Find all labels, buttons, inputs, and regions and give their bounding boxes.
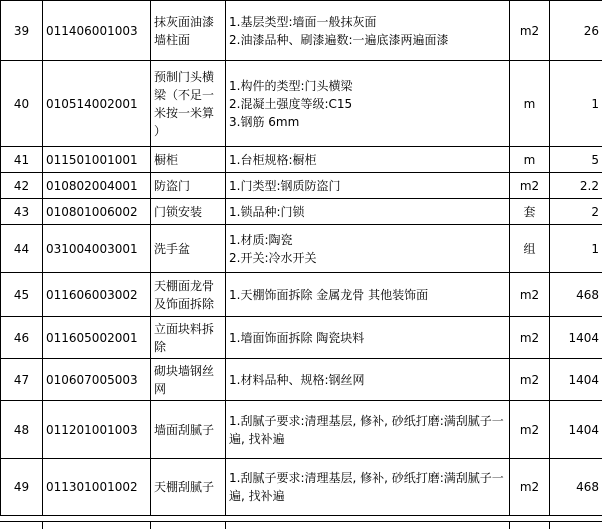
item-number: 39 (1, 1, 43, 61)
item-code: 011201001003 (43, 401, 151, 459)
item-code: 011605002001 (43, 317, 151, 359)
item-unit: m2 (510, 401, 550, 459)
item-number: 47 (1, 359, 43, 401)
item-quantity: 2.2 (550, 173, 602, 199)
item-name: 橱柜 (151, 147, 226, 173)
item-quantity: 1404 (550, 401, 602, 459)
item-unit: m (510, 61, 550, 147)
table-row (1, 401, 602, 459)
item-name: 预制门头横梁（不足一米按一米算 ） (151, 61, 226, 147)
table-row (1, 225, 602, 273)
table-row (1, 173, 602, 199)
item-unit: m (510, 147, 550, 173)
item-name: 天棚面龙骨及饰面拆除 (151, 273, 226, 317)
item-quantity: 2 (550, 199, 602, 225)
item-code: 031004003001 (43, 225, 151, 273)
item-number: 49 (1, 459, 43, 516)
item-code: 010514002001 (43, 61, 151, 147)
item-number: 48 (1, 401, 43, 459)
item-description: 1.墙面饰面拆除 陶瓷块料 (226, 317, 510, 359)
item-description: 1.锁品种:门锁 (226, 199, 510, 225)
table-row (1, 147, 602, 173)
item-quantity: 1 (550, 225, 602, 273)
item-code: 010607005003 (43, 359, 151, 401)
item-name: 抹灰面油漆墙柱面 (151, 1, 226, 61)
item-description: 1.天棚饰面拆除 金属龙骨 其他装饰面 (226, 273, 510, 317)
item-quantity: 468 (550, 273, 602, 317)
item-name: 门锁安装 (151, 199, 226, 225)
item-name: 立面块料拆除 (151, 317, 226, 359)
item-name: 洗手盆 (151, 225, 226, 273)
item-name: 砌块墙钢丝网 (151, 359, 226, 401)
item-code: 011501001001 (43, 147, 151, 173)
item-number: 45 (1, 273, 43, 317)
item-description: 1.刮腻子要求:清理基层, 修补, 砂纸打磨:满刮腻子一遍, 找补遍 (226, 401, 510, 459)
item-code: 011606003002 (43, 273, 151, 317)
item-unit: m2 (510, 317, 550, 359)
item-unit: m2 (510, 359, 550, 401)
table-row (1, 359, 602, 401)
item-description: 1.台柜规格:橱柜 (226, 147, 510, 173)
item-number: 46 (1, 317, 43, 359)
item-name: 墙面刮腻子 (151, 401, 226, 459)
item-description: 1.材质:陶瓷 2.开关:冷水开关 (226, 225, 510, 273)
item-code: 011301001002 (43, 459, 151, 516)
item-number: 42 (1, 173, 43, 199)
item-unit: m2 (510, 273, 550, 317)
item-description: 1.刮腻子要求:清理基层, 修补, 砂纸打磨:满刮腻子一遍, 找补遍 (226, 459, 510, 516)
item-quantity: 468 (550, 459, 602, 516)
table-row (1, 273, 602, 317)
table-row (1, 61, 602, 147)
item-quantity: 26 (550, 1, 602, 61)
item-name: 天棚刮腻子 (151, 459, 226, 516)
table-row (1, 199, 602, 225)
item-code: 010802004001 (43, 173, 151, 199)
item-unit: 组 (510, 225, 550, 273)
item-unit: m2 (510, 459, 550, 516)
item-number: 43 (1, 199, 43, 225)
item-number: 44 (1, 225, 43, 273)
item-quantity: 1 (550, 61, 602, 147)
item-unit: m2 (510, 1, 550, 61)
item-quantity: 1404 (550, 359, 602, 401)
next-row-edge (0, 521, 602, 528)
item-description: 1.材料品种、规格:钢丝网 (226, 359, 510, 401)
item-code: 011406001003 (43, 1, 151, 61)
item-quantity: 5 (550, 147, 602, 173)
item-unit: 套 (510, 199, 550, 225)
item-description: 1.构件的类型:门头横梁 2.混凝土强度等级:C15 3.钢筋 6mm (226, 61, 510, 147)
table-row (1, 317, 602, 359)
item-quantity: 1404 (550, 317, 602, 359)
item-number: 40 (1, 61, 43, 147)
item-number: 41 (1, 147, 43, 173)
item-description: 1.门类型:钢质防盗门 (226, 173, 510, 199)
item-description: 1.基层类型:墙面一般抹灰面 2.油漆品种、刷漆遍数:一遍底漆两遍面漆 (226, 1, 510, 61)
table-row (1, 459, 602, 516)
item-unit: m2 (510, 173, 550, 199)
table-row (1, 1, 602, 61)
item-code: 010801006002 (43, 199, 151, 225)
item-name: 防盗门 (151, 173, 226, 199)
